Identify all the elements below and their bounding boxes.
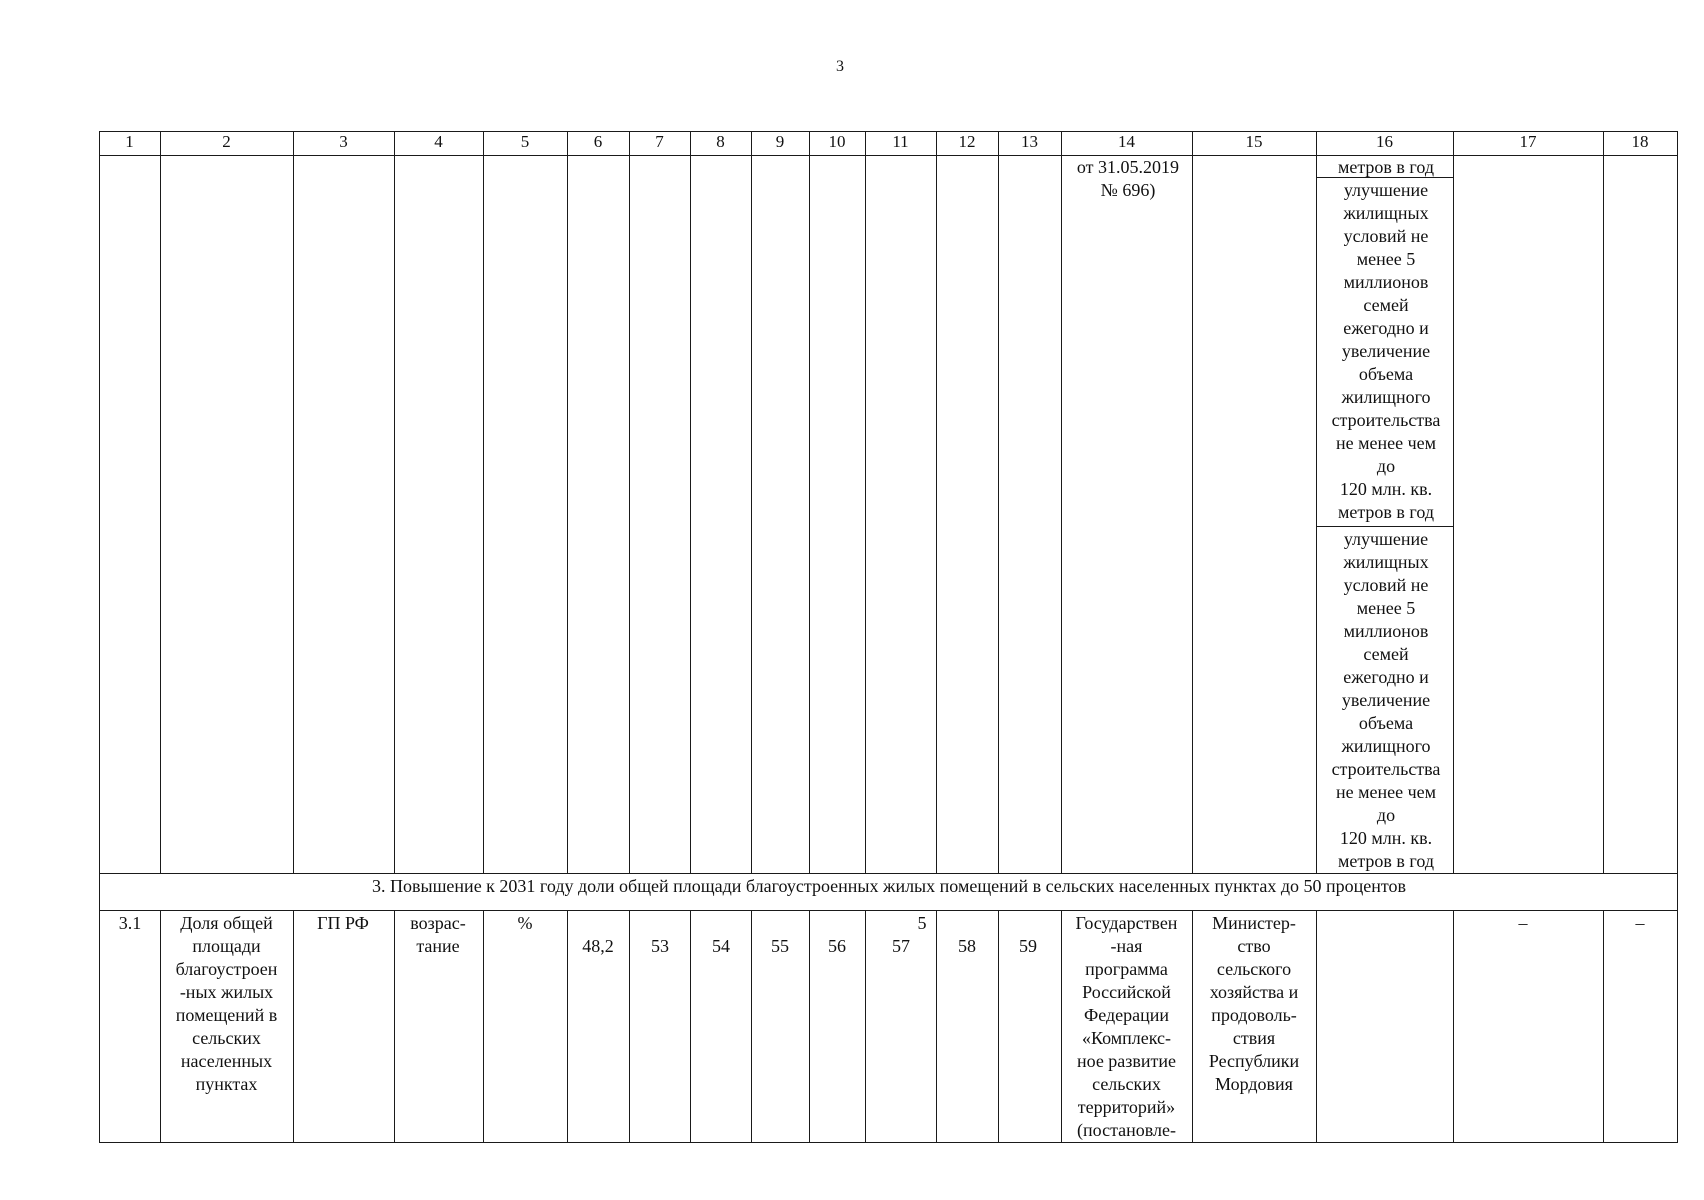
column-rule xyxy=(567,910,568,1142)
text-line: улучшение xyxy=(1343,180,1429,200)
column-rule xyxy=(865,131,866,873)
text-line: Мордовия xyxy=(1215,1074,1293,1094)
header-cell: 13 xyxy=(1021,132,1038,151)
text-line: строительства xyxy=(1331,759,1441,779)
column-rule xyxy=(394,131,395,873)
header-cell: 12 xyxy=(958,132,976,151)
text-line: не менее чем xyxy=(1335,433,1437,453)
text-line: миллионов xyxy=(1343,621,1429,641)
header-cell: 3 xyxy=(339,132,348,151)
text-line: ство xyxy=(1237,936,1271,956)
text-line: благоустроен xyxy=(175,959,278,979)
header-cell: 1 xyxy=(125,132,134,151)
trend-line: возрас- xyxy=(410,913,466,933)
header-cell: 11 xyxy=(892,132,909,151)
text-line: 120 млн. кв. xyxy=(1339,479,1433,499)
text-line: программа xyxy=(1085,959,1168,979)
value-col11-mark: 5 xyxy=(917,913,927,933)
text-line: метров в год xyxy=(1337,851,1435,871)
text-line: -ная xyxy=(1110,936,1143,956)
text-line: «Комплекс- xyxy=(1081,1028,1172,1048)
column-rule xyxy=(1603,131,1604,873)
column-rule xyxy=(483,910,484,1142)
text-line: территорий» xyxy=(1077,1097,1176,1117)
value-col11: 57 xyxy=(892,936,910,956)
text-line: Федерации xyxy=(1083,1005,1169,1025)
text-line: метров в год xyxy=(1337,502,1435,522)
value-col8: 54 xyxy=(712,936,730,956)
row-top-rule xyxy=(99,910,1678,911)
table-side-rule xyxy=(1677,131,1678,1142)
text-line: увеличение xyxy=(1341,690,1431,710)
text-line: миллионов xyxy=(1343,272,1429,292)
text-line: ежегодно и xyxy=(1343,318,1429,338)
unit: % xyxy=(517,913,533,933)
header-cell: 10 xyxy=(828,132,846,151)
text-line: до xyxy=(1376,456,1396,476)
column-rule xyxy=(809,131,810,873)
page-number: 3 xyxy=(836,58,844,75)
text-line: ное развитие xyxy=(1076,1051,1177,1071)
text-line: до xyxy=(1376,805,1396,825)
text-line: семей xyxy=(1363,644,1409,664)
column-rule xyxy=(1453,910,1454,1142)
trend-line: тание xyxy=(416,936,460,956)
text-line: Государствен xyxy=(1075,913,1178,933)
text-line: условий не xyxy=(1343,226,1429,246)
column-rule xyxy=(629,131,630,873)
text-line: улучшение xyxy=(1343,529,1429,549)
value-col9: 55 xyxy=(771,936,789,956)
text-line: Доля общей xyxy=(180,913,273,933)
text-line: не менее чем xyxy=(1335,782,1437,802)
text-line: менее 5 xyxy=(1356,249,1416,269)
text-line: Российской xyxy=(1082,982,1171,1002)
column-rule xyxy=(1316,910,1317,1142)
text-line: Республики xyxy=(1208,1051,1300,1071)
header-cell: 18 xyxy=(1631,132,1649,151)
value-col13: 59 xyxy=(1019,936,1037,956)
header-cell: 8 xyxy=(716,132,725,151)
text-line: семей xyxy=(1363,295,1409,315)
text-line: пунктах xyxy=(195,1074,258,1094)
text-line: площади xyxy=(192,936,261,956)
text-line: менее 5 xyxy=(1356,598,1416,618)
text-line: увеличение xyxy=(1341,341,1431,361)
header-cell: 4 xyxy=(434,132,443,151)
column-rule xyxy=(567,131,568,873)
column-rule xyxy=(1192,131,1193,873)
header-cell: 14 xyxy=(1118,132,1135,151)
indicator-type: ГП РФ xyxy=(317,913,369,933)
column-rule xyxy=(483,131,484,873)
text-line: ствия xyxy=(1232,1028,1276,1048)
text-line: жилищного xyxy=(1341,736,1431,756)
table-bottom-rule xyxy=(99,1142,1678,1143)
value-col7: 53 xyxy=(651,936,669,956)
header-cell: 7 xyxy=(655,132,664,151)
text-line: ежегодно и xyxy=(1343,667,1429,687)
text-line: объема xyxy=(1358,364,1414,384)
col16-top-text: метров в год xyxy=(1337,157,1435,177)
text-line: объема xyxy=(1358,713,1414,733)
row-number: 3.1 xyxy=(118,913,142,933)
col14-line: № 696) xyxy=(1100,180,1156,200)
header-cell: 5 xyxy=(520,132,530,151)
value-col10: 56 xyxy=(828,936,846,956)
text-line: хозяйства и xyxy=(1209,982,1299,1002)
col16-subrule xyxy=(1316,526,1453,527)
column-rule xyxy=(293,131,294,873)
text-line: продоволь- xyxy=(1211,1005,1297,1025)
table-side-rule xyxy=(99,131,100,1142)
column-rule xyxy=(751,131,752,873)
col17-dash: – xyxy=(1518,913,1528,933)
header-cell: 6 xyxy=(593,132,603,151)
text-line: сельских xyxy=(192,1028,261,1048)
text-line: 120 млн. кв. xyxy=(1339,828,1433,848)
text-line: населенных xyxy=(180,1051,273,1071)
text-line: жилищного xyxy=(1341,387,1431,407)
text-line: (постановле- xyxy=(1077,1120,1176,1140)
column-rule xyxy=(293,910,294,1142)
col18-dash: – xyxy=(1635,913,1645,933)
text-line: Министер- xyxy=(1212,913,1296,933)
value-col6: 48,2 xyxy=(582,936,614,956)
header-cell: 17 xyxy=(1519,132,1537,151)
header-cell: 16 xyxy=(1376,132,1393,151)
column-rule xyxy=(160,131,161,873)
col14-line: от 31.05.2019 xyxy=(1076,157,1180,177)
text-line: помещений в xyxy=(175,1005,278,1025)
text-line: сельских xyxy=(1092,1074,1161,1094)
column-rule xyxy=(690,131,691,873)
header-cell: 15 xyxy=(1245,132,1263,151)
text-line: -ных жилых xyxy=(179,982,274,1002)
header-cell: 2 xyxy=(222,132,231,151)
text-line: строительства xyxy=(1331,410,1441,430)
text-line: жилищных xyxy=(1343,203,1429,223)
value-col12: 58 xyxy=(958,936,976,956)
text-line: сельского xyxy=(1216,959,1292,979)
column-rule xyxy=(998,131,999,873)
text-line: условий не xyxy=(1343,575,1429,595)
column-rule xyxy=(1603,910,1604,1142)
header-cell: 9 xyxy=(775,132,785,151)
text-line: жилищных xyxy=(1343,552,1429,572)
column-rule xyxy=(1061,131,1062,873)
section-heading: 3. Повышение к 2031 году доли общей площади благоустроенных жилых помещений в сельских населенных пунктах до 50 процентов xyxy=(371,876,1406,896)
column-rule xyxy=(936,131,937,873)
